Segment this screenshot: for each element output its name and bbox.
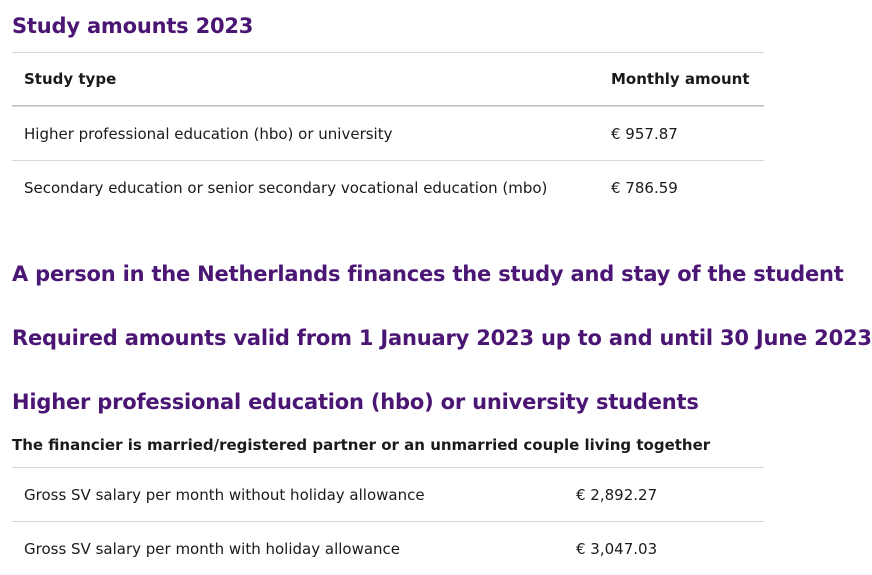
table-row [12, 106, 764, 160]
table-row [12, 467, 764, 521]
salary-amount-cell: € 2,892.27 [576, 485, 658, 504]
monthly-amount-cell: € 786.59 [611, 178, 678, 197]
table-row [12, 160, 764, 214]
hbo-university-heading: Higher professional education (hbo) or university students [12, 390, 699, 414]
required-amounts-heading: Required amounts valid from 1 January 2023 up to and until 30 June 2023 [12, 326, 872, 350]
person-finances-heading: A person in the Netherlands finances the study and stay of the student [12, 262, 844, 286]
financier-subheading: The financier is married/registered partner or an unmarried couple living together [12, 436, 711, 454]
table-header-row [12, 52, 764, 106]
salary-amount-cell: € 3,047.03 [576, 539, 658, 558]
salary-description-cell: Gross SV salary per month without holiday allowance [24, 485, 425, 504]
study-type-cell: Secondary education or senior secondary vocational education (mbo) [24, 178, 548, 197]
table-row [12, 521, 764, 575]
salary-description-cell: Gross SV salary per month with holiday allowance [24, 539, 401, 558]
column-header-monthly-amount: Monthly amount [611, 70, 750, 88]
study-amounts-heading: Study amounts 2023 [12, 14, 254, 38]
study-type-cell: Higher professional education (hbo) or university [24, 124, 393, 143]
salary-table [12, 467, 764, 575]
column-header-study-type: Study type [24, 70, 117, 88]
monthly-amount-cell: € 957.87 [611, 124, 678, 143]
study-amounts-table [12, 52, 764, 214]
